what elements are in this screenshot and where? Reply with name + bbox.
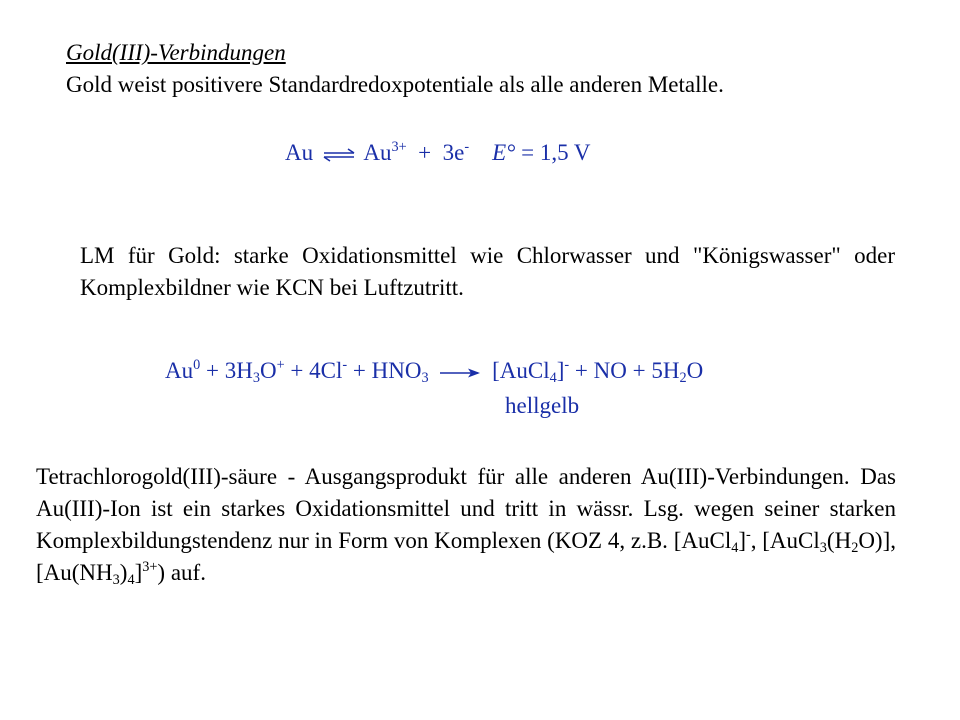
eq1-potential-symbol: E° — [492, 140, 516, 165]
eq2-nitric-acid: $HNO_3$ — [371, 358, 429, 387]
eq2-plus: + — [574, 358, 588, 383]
eq2-plus: + — [206, 358, 219, 383]
eq2-plus: + — [632, 358, 646, 383]
eq1-reactant: Au — [285, 140, 314, 165]
redox-equation — [285, 140, 591, 166]
eq1-potential-value: = 1,5 V — [521, 140, 591, 165]
page-title: Gold(III)-Verbindungen — [66, 40, 286, 65]
dissolution-equation — [165, 357, 704, 387]
description-paragraph: Tetrachlorogold(III)-säure - Ausgangsprodukt für alle anderen Au(III)-Verbindungen. Das Au(III)-Ion ist ein starkes Oxidationsmittel und tritt in wässr. Lsg. wegen seiner starken Komplexbildungstendenz nur in Form von Komplexen (KOZ 4, z.B. [AuCl$_4$]-, $[AuCl_3(H_2O)]$, $[Au(NH_3)_4]^{3+}$) auf. — [36, 464, 896, 589]
eq2-au-oxidation: 0 — [193, 357, 201, 374]
eq2-chloride: 4Cl- — [309, 357, 348, 383]
equilibrium-arrow-icon — [321, 148, 357, 162]
eq2-complex: [AuCl$_4$]- — [492, 357, 570, 387]
intro-text: Gold weist positivere Standardredoxpotentiale als alle anderen Metalle. — [66, 72, 724, 97]
eq2-nitric-oxide: NO — [593, 358, 627, 383]
eq1-product-charge: 3+ — [391, 139, 407, 156]
eq2-hydronium: $3H_3O^+$ — [224, 357, 285, 387]
eq1-electron-charge: - — [464, 139, 470, 156]
solvent-description: LM für Gold: starke Oxidationsmittel wie Chlorwasser und "Königswasser" oder Komplexbildner wie KCN bei Luftzutritt. — [80, 243, 895, 300]
complex-color-label: hellgelb — [505, 393, 580, 418]
eq1-plus: + — [418, 140, 432, 165]
reaction-arrow-icon — [438, 367, 482, 379]
eq2-water: $5H_2O$ — [651, 358, 704, 387]
eq2-plus: + — [290, 358, 304, 383]
eq1-electrons: 3e — [442, 140, 465, 165]
eq1-product: Au — [363, 140, 392, 165]
eq2-plus: + — [352, 358, 366, 383]
eq2-au: Au — [165, 358, 194, 383]
